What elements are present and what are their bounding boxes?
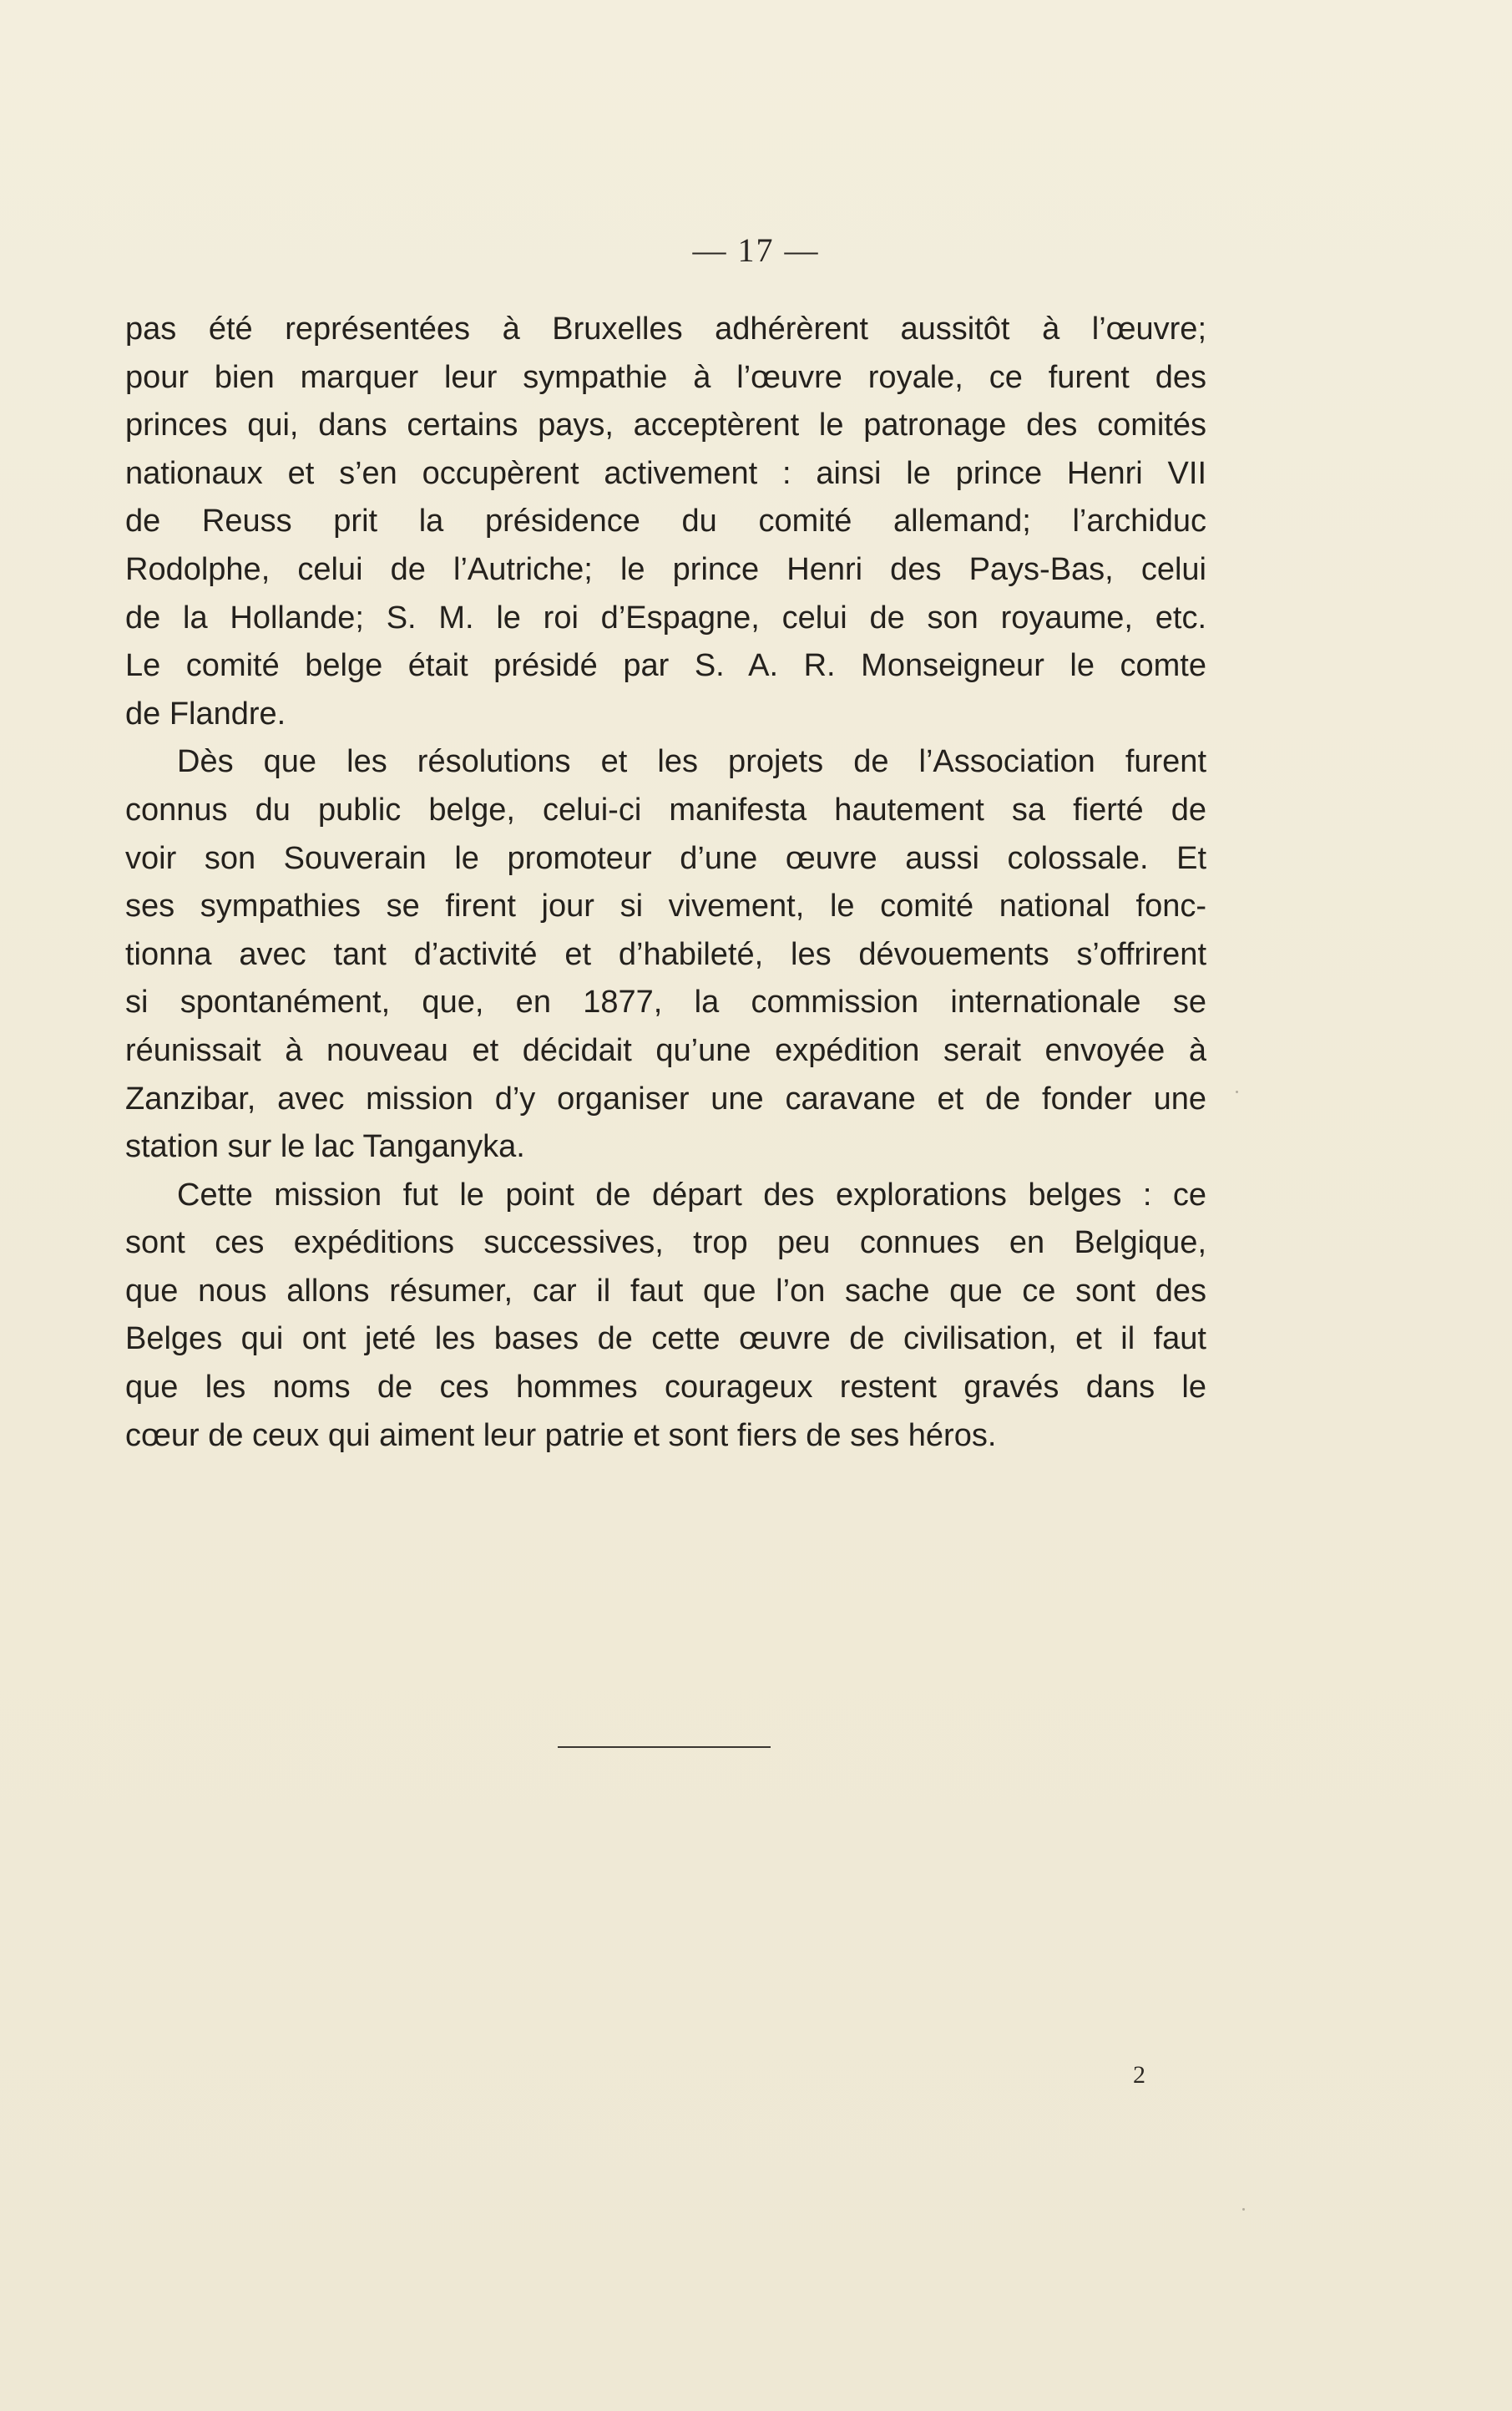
- text-line: de Flandre.: [125, 696, 286, 732]
- text-line: de la Hollande; S. M. le roi d’Espagne, celui de son royaume, etc.: [125, 600, 1206, 636]
- text-line: tionna avec tant d’activité et d’habileté, les dévouements s’offrirent: [125, 936, 1206, 972]
- text-line: station sur le lac Tanganyka.: [125, 1129, 525, 1165]
- paper-speck: [1236, 1091, 1238, 1093]
- text-line: si spontanément, que, en 1877, la commission internationale se: [125, 985, 1206, 1021]
- text-line: sont ces expéditions successives, trop peu connues en Belgique,: [125, 1225, 1206, 1261]
- text-line: Zanzibar, avec mission d’y organiser une caravane et de fonder une: [125, 1081, 1206, 1117]
- section-end-rule: [558, 1746, 771, 1748]
- text-line: Cette mission fut le point de départ des explorations belges : ce: [177, 1177, 1206, 1213]
- paper-speck: [1242, 2208, 1245, 2211]
- paragraph: [125, 738, 1206, 1171]
- text-line: Rodolphe, celui de l’Autriche; le prince Henri des Pays-Bas, celui: [125, 551, 1206, 587]
- text-line: cœur de ceux qui aiment leur patrie et sont fiers de ses héros.: [125, 1417, 997, 1453]
- text-line: voir son Souverain le promoteur d’une œuvre aussi colossale. Et: [125, 840, 1206, 876]
- text-line: Dès que les résolutions et les projets de l’Association furent: [177, 744, 1206, 780]
- text-line: que les noms de ces hommes courageux restent gravés dans le: [125, 1370, 1206, 1406]
- text-line: pas été représentées à Bruxelles adhérèrent aussitôt à l’œuvre;: [125, 312, 1206, 347]
- text-line: nationaux et s’en occupèrent activement : ainsi le prince Henri VII: [125, 455, 1206, 491]
- text-line: Le comité belge était présidé par S. A. R. Monseigneur le comte: [125, 648, 1206, 684]
- paragraph: [125, 306, 1206, 738]
- text-line: réunissait à nouveau et décidait qu’une expédition serait envoyée à: [125, 1032, 1206, 1068]
- signature-mark: 2: [1133, 2061, 1145, 2089]
- text-line: Belges qui ont jeté les bases de cette œuvre de civilisation, et il faut: [125, 1321, 1206, 1357]
- text-line: ses sympathies se firent jour si vivement, le comité national fonc-: [125, 889, 1206, 924]
- text-line: de Reuss prit la présidence du comité allemand; l’archiduc: [125, 504, 1206, 539]
- text-line: pour bien marquer leur sympathie à l’œuvre royale, ce furent des: [125, 359, 1206, 395]
- paragraph: [125, 1172, 1206, 1461]
- page-number: — 17 —: [692, 231, 820, 269]
- text-line: que nous allons résumer, car il faut que l’on sache que ce sont des: [125, 1273, 1206, 1309]
- body-text: [125, 306, 1206, 1460]
- text-line: princes qui, dans certains pays, acceptèrent le patronage des comités: [125, 408, 1206, 443]
- text-line: connus du public belge, celui-ci manifesta hautement sa fierté de: [125, 792, 1206, 828]
